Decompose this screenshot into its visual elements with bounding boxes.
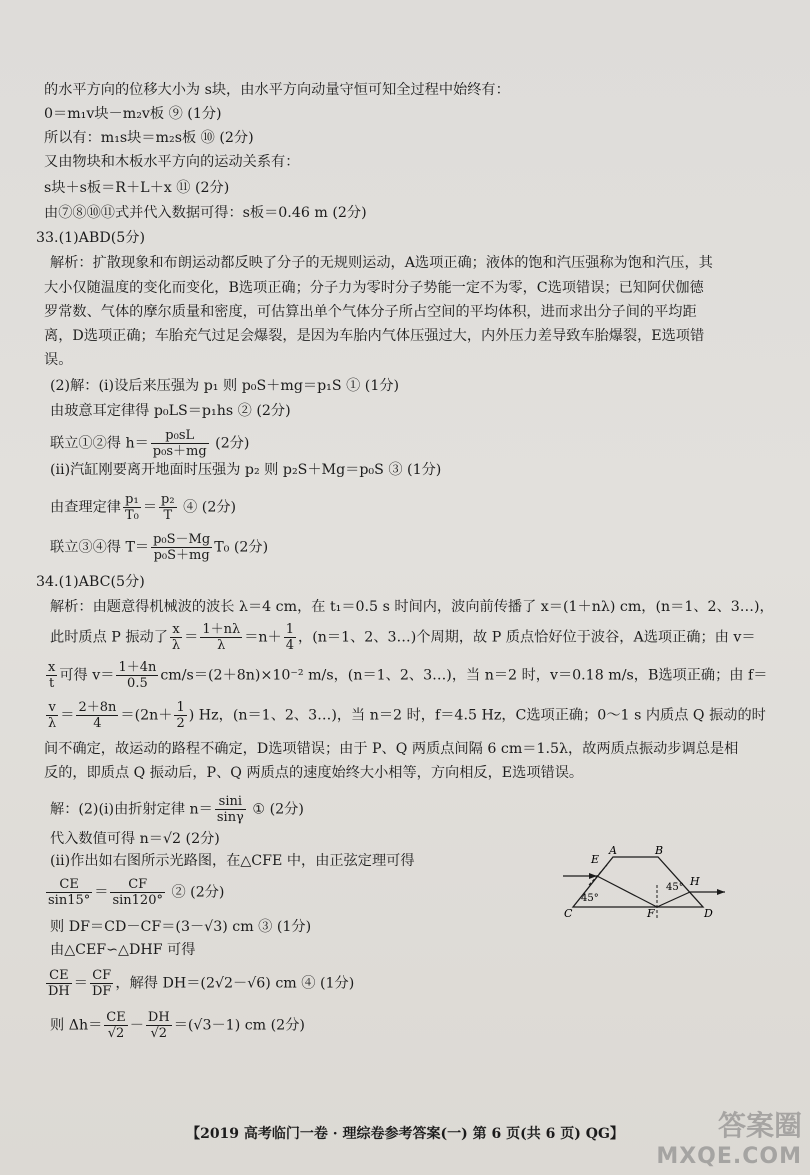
- denominator: sin15°: [48, 893, 91, 908]
- text: ＝: [73, 975, 88, 992]
- point-label: C: [564, 907, 573, 920]
- denominator: T: [163, 508, 173, 523]
- text-line: 由⑦⑧⑩⑪式并代入数据可得：s板＝0.46 m (2分): [44, 205, 367, 221]
- question-34-heading: 34.(1)ABC(5分): [36, 574, 145, 590]
- text: 此时质点 P 振动了: [50, 629, 168, 646]
- numerator: p₁: [123, 492, 141, 508]
- text: 则 Δh＝: [50, 1017, 103, 1034]
- fraction: [116, 660, 158, 691]
- denominator: sinγ: [216, 810, 244, 825]
- text: ① (2分): [252, 801, 304, 818]
- analysis-33-line: 大小仅随温度的变化而变化，B选项正确；分子力为零时分子势能一定不为零，C选项错误；已知阿伏伽德: [44, 280, 704, 296]
- fraction: [123, 492, 141, 523]
- point-label: D: [704, 907, 713, 920]
- solution-line: [50, 1010, 780, 1041]
- fraction: [46, 700, 58, 731]
- numerator: CF: [90, 968, 113, 984]
- page-footer: 【2019 高考临门一卷 · 理综卷参考答案(一) 第 6 页(共 6 页) QG】: [186, 1126, 624, 1142]
- text: ＝: [142, 499, 158, 516]
- denominator: t: [49, 676, 55, 691]
- angle-label: 45°: [666, 882, 684, 893]
- refracted-ray: [597, 876, 657, 907]
- text-line: s块＋s板＝R＋L＋x ⑪ (2分): [44, 180, 230, 196]
- denominator: 4: [93, 716, 102, 731]
- text: ，解得 DH＝(2√2－√6) cm ④ (1分): [115, 975, 355, 992]
- denominator: λ: [217, 638, 226, 653]
- fraction: [151, 532, 212, 563]
- fraction: [46, 877, 92, 908]
- fraction: [170, 622, 182, 653]
- fraction: [46, 660, 57, 691]
- text: ＝: [94, 884, 109, 901]
- numerator: x: [170, 622, 182, 638]
- fraction: [200, 622, 242, 653]
- fraction: [110, 877, 165, 908]
- denominator: p₀s＋mg: [152, 444, 207, 459]
- numerator: x: [48, 660, 56, 675]
- analysis-33-line: 误。: [44, 352, 73, 368]
- numerator: p₀S－Mg: [153, 532, 211, 547]
- analysis-34-line: 反的，即质点 Q 振动后，P、Q 两质点的速度始终大小相等，方向相反，E选项错误。: [44, 765, 584, 781]
- text: 联立③④得 T＝: [50, 539, 150, 556]
- text: －: [129, 1017, 144, 1034]
- fraction: [284, 622, 296, 653]
- text: ，(n＝1、2、3…)个周期，故 P 质点恰好位于波谷，A选项正确；由 v＝: [298, 629, 756, 646]
- text: ＝: [60, 707, 75, 724]
- solution-line: 由△CEF∽△DHF 可得: [50, 942, 196, 958]
- analysis-33-line: 解析：扩散现象和布朗运动都反映了分子的无规则运动，A选项正确；液体的饱和汽压强称为饱和汽压，其: [50, 255, 713, 271]
- fraction: [146, 1010, 172, 1041]
- numerator: CF: [110, 877, 165, 893]
- numerator: CE: [46, 968, 72, 984]
- text: ＝(√3－1) cm (2分): [173, 1017, 305, 1034]
- fraction: [215, 794, 246, 825]
- site-watermark: [656, 1104, 802, 1169]
- denominator: λ: [48, 716, 57, 731]
- arrow-icon: [717, 889, 725, 895]
- solution-line: [50, 428, 780, 459]
- denominator: p₀S＋mg: [153, 548, 210, 563]
- solution-line: [50, 532, 780, 563]
- question-33-heading: 33.(1)ABD(5分): [36, 230, 145, 246]
- fraction: [76, 700, 118, 731]
- denominator: 0.5: [127, 676, 148, 691]
- numerator: 2＋8n: [78, 700, 117, 715]
- watermark-url: MXQE.COM: [656, 1144, 802, 1169]
- point-label: A: [609, 845, 617, 857]
- analysis-34-line: [50, 622, 780, 653]
- fraction: [159, 492, 177, 523]
- denominator: 2: [176, 716, 185, 731]
- denominator: 4: [285, 638, 295, 653]
- analysis-33-line: 罗常数、气体的摩尔质量和密度，可估算出单个气体分子所占空间的平均体积，进而求出分子间的平均距: [44, 304, 697, 320]
- text: ② (2分): [171, 884, 225, 901]
- solution-line: [50, 794, 780, 825]
- denominator: DH: [48, 984, 70, 999]
- solution-line: [50, 492, 780, 523]
- numerator: 1: [176, 700, 185, 715]
- text-line: 所以有：m₁s块＝m₂s板 ⑩ (2分): [44, 130, 254, 146]
- point-label: E: [591, 853, 600, 866]
- solution-line: 代入数值可得 n＝√2 (2分): [50, 831, 220, 847]
- text: T₀ (2分): [214, 539, 269, 556]
- reflected-ray: [657, 892, 690, 907]
- text: (2分): [215, 435, 250, 452]
- text-line: 0＝m₁v块－m₂v板 ⑨ (1分): [44, 106, 222, 122]
- numerator: CE: [46, 877, 92, 893]
- denominator: λ: [171, 638, 181, 653]
- text: ) Hz，(n＝1、2、3…)，当 n＝2 时，f＝4.5 Hz，C选项正确；0～1 s 内质点 Q 振动的时: [188, 707, 766, 724]
- analysis-34-line: 间不确定，故运动的路程不确定，D选项错误；由于 P、Q 两质点间隔 6 cm＝1.5λ，故两质点振动步调总是相: [44, 741, 739, 757]
- numerator: DH: [147, 1010, 170, 1025]
- solution-line: (ⅱ)汽缸刚要离开地面时压强为 p₂ 则 p₂S＋Mg＝p₀S ③ (1分): [50, 462, 442, 478]
- numerator: 1＋4n: [118, 660, 157, 675]
- text: ＝n＋: [244, 629, 282, 646]
- watermark-brand: 答案圈: [717, 1109, 802, 1142]
- text: 解：(2)(ⅰ)由折射定律 n＝: [50, 801, 213, 818]
- text: ＝(2n＋: [120, 707, 173, 724]
- numerator: p₀sL: [151, 428, 209, 444]
- point-label: F: [647, 907, 655, 920]
- denominator: sin120°: [112, 893, 163, 908]
- text: cm/s＝(2＋8n)×10⁻² m/s，(n＝1、2、3…)，当 n＝2 时，v＝0.18 m/s，B选项正确；由 f＝: [160, 667, 768, 684]
- solution-line: 由玻意耳定律得 p₀LS＝p₁hs ② (2分): [50, 403, 291, 419]
- numerator: 1＋nλ: [202, 622, 241, 637]
- fraction: [151, 428, 209, 459]
- denominator: √2: [150, 1026, 168, 1041]
- point-label: H: [690, 875, 700, 888]
- analysis-34-line: [44, 660, 780, 691]
- solution-line: (2)解：(ⅰ)设后来压强为 p₁ 则 p₀S＋mg＝p₁S ① (1分): [50, 378, 400, 394]
- denominator: T₀: [124, 508, 139, 523]
- text: 可得 v＝: [59, 667, 115, 684]
- fraction: [174, 700, 186, 731]
- solution-line: 则 DF＝CD－CF＝(3－√3) cm ③ (1分): [50, 919, 312, 935]
- text: ＝: [184, 629, 199, 646]
- angle-label: 45°: [581, 893, 599, 904]
- analysis-34-line: 解析：由题意得机械波的波长 λ＝4 cm，在 t₁＝0.5 s 时间内，波向前传播了 x＝(1＋nλ) cm，(n＝1、2、3…)，: [50, 599, 774, 615]
- text: 联立①②得 h＝: [50, 435, 149, 452]
- analysis-34-line: [44, 700, 780, 731]
- numerator: p₂: [161, 492, 175, 507]
- numerator: 1: [285, 622, 295, 637]
- text: 由查理定律: [50, 499, 121, 516]
- solution-line: [44, 968, 780, 999]
- fraction: [90, 968, 113, 999]
- light-path-diagram: [563, 845, 733, 920]
- text-line: 又由物块和木板水平方向的运动关系有：: [44, 154, 300, 170]
- denominator: √2: [107, 1026, 125, 1041]
- text: ④ (2分): [183, 499, 237, 516]
- fraction: [104, 1010, 127, 1041]
- numerator: CE: [106, 1010, 126, 1025]
- solution-line: (ⅱ)作出如右图所示光路图，在△CFE 中，由正弦定理可得: [50, 853, 415, 869]
- numerator: sini: [215, 794, 246, 810]
- analysis-33-line: 离，D选项正确；车胎充气过足会爆裂，是因为车胎内气体压强过大，内外压力差导致车胎爆裂，E选项错: [44, 328, 705, 344]
- denominator: DF: [91, 984, 112, 999]
- numerator: v: [46, 700, 58, 716]
- fraction: [46, 968, 72, 999]
- text-line: 的水平方向的位移大小为 s块，由水平方向动量守恒可知全过程中始终有：: [44, 82, 510, 98]
- point-label: B: [655, 845, 664, 857]
